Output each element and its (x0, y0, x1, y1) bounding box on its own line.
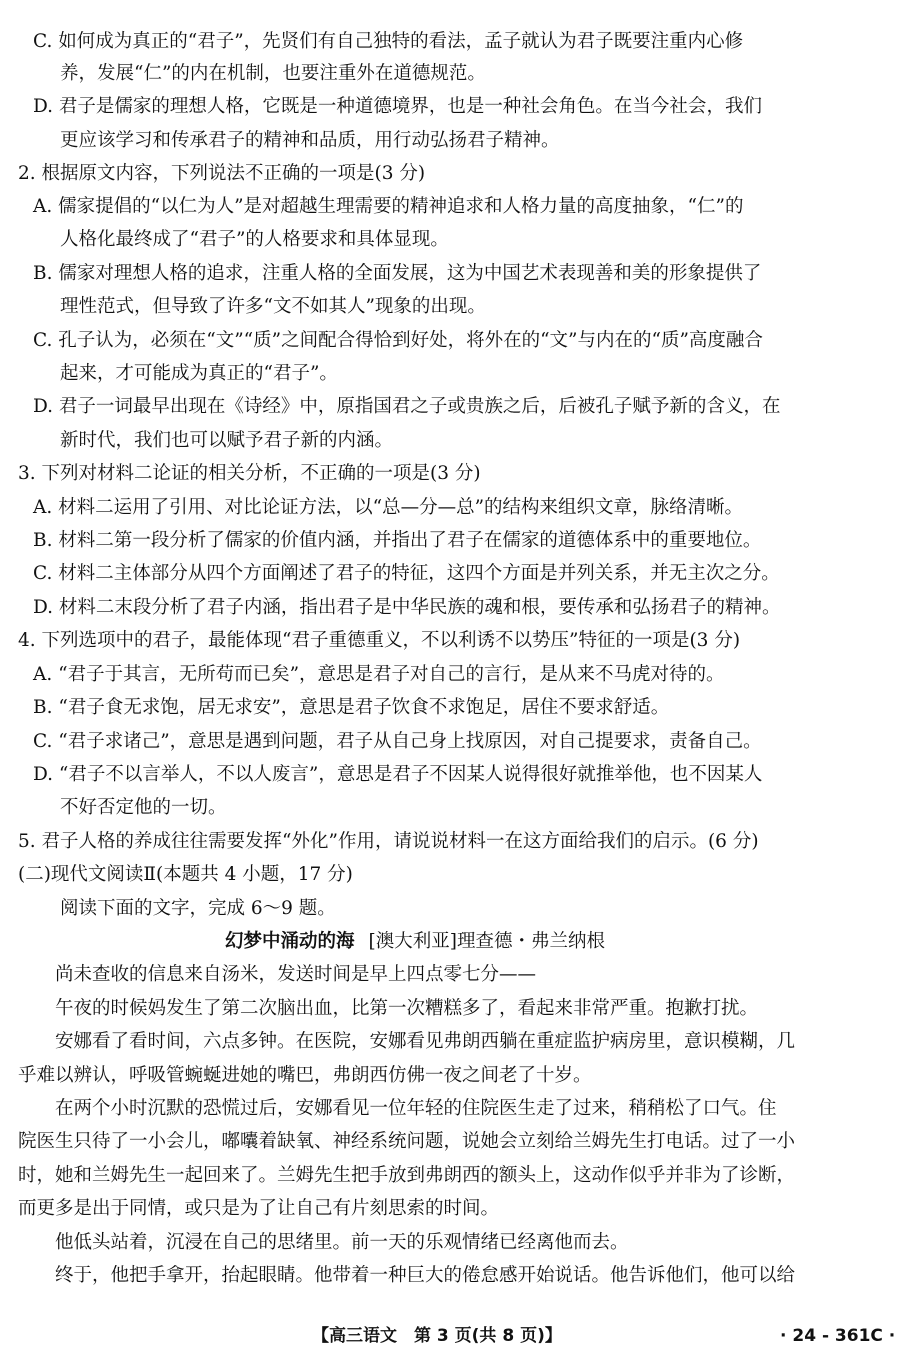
story-author: [澳大利亚]理查德・弗兰纳根 (368, 931, 605, 952)
question-5: 5. 君子人格的养成往往需要发挥“外化”作用，请说说材料一在这方面给我们的启示。(6 分) (18, 831, 759, 852)
story-paragraph: 安娜看了看时间，六点多钟。在医院，安娜看见弗朗西躺在重症监护病房里，意识模糊，几 (55, 1031, 796, 1052)
section-heading: (二)现代文阅读Ⅱ(本题共 4 小题，17 分) (18, 864, 353, 885)
story-paragraph: 午夜的时候妈发生了第二次脑出血，比第一次糟糕多了，看起来非常严重。抱歉打扰。 (55, 998, 759, 1019)
q2-option-d-line2: 新时代，我们也可以赋予君子新的内涵。 (60, 430, 394, 451)
q3-option-b: B. 材料二第一段分析了儒家的价值内涵，并指出了君子在儒家的道德体系中的重要地位。 (33, 530, 762, 551)
q1-option-d-line1: D. 君子是儒家的理想人格，它既是一种道德境界，也是一种社会角色。在当今社会，我们 (33, 96, 762, 117)
story-title: 幻梦中涌动的海 (225, 931, 355, 952)
story-paragraph-cont: 院医生只待了一小会儿，嘟囔着缺氧、神经系统问题，说她会立刻给兰姆先生打电话。过了一小 (18, 1131, 796, 1152)
story-paragraph-cont: 而更多是出于同情，或只是为了让自己有片刻思索的时间。 (18, 1198, 500, 1219)
story-paragraph: 终于，他把手拿开，抬起眼睛。他带着一种巨大的倦怠感开始说话。他告诉他们，他可以给 (55, 1265, 796, 1286)
q4-option-d-line1: D. “君子不以言举人，不以人废言”，意思是君子不因某人说得很好就推举他，也不因某人 (33, 764, 763, 785)
q2-option-a-line1: A. 儒家提倡的“以仁为人”是对超越生理需要的精神追求和人格力量的高度抽象，“仁”的 (33, 196, 744, 217)
q2-option-b-line2: 理性范式，但导致了许多“文不如其人”现象的出现。 (60, 296, 486, 317)
story-paragraph-cont: 时，她和兰姆先生一起回来了。兰姆先生把手放到弗朗西的额头上，这动作似乎并非为了诊断， (18, 1165, 796, 1186)
q1-option-c-line2: 养，发展“仁”的内在机制，也要注重外在道德规范。 (60, 63, 486, 84)
story-paragraph: 在两个小时沉默的恐慌过后，安娜看见一位年轻的住院医生走了过来，稍稍松了口气。住 (55, 1098, 777, 1119)
page-footer (0, 1322, 900, 1350)
q2-option-d-line1: D. 君子一词最早出现在《诗经》中，原指国君之子或贵族之后，后被孔子赋予新的含义，在 (33, 396, 781, 417)
question-3: 3. 下列对材料二论证的相关分析，不正确的一项是(3 分) (18, 463, 481, 484)
story-paragraph: 尚未查收的信息来自汤米，发送时间是早上四点零七分—— (55, 964, 537, 985)
q2-option-c-line2: 起来，才可能成为真正的“君子”。 (60, 363, 338, 384)
q4-option-d-line2: 不好否定他的一切。 (60, 797, 227, 818)
story-paragraph: 他低头站着，沉浸在自己的思绪里。前一天的乐观情绪已经离他而去。 (55, 1232, 629, 1253)
q2-option-a-line2: 人格化最终成了“君子”的人格要求和具体显现。 (60, 229, 449, 250)
q2-option-c-line1: C. 孔子认为，必须在“文”“质”之间配合得恰到好处，将外在的“文”与内在的“质”高度融合 (33, 330, 763, 351)
q4-option-c: C. “君子求诸己”，意思是遇到问题，君子从自己身上找原因，对自己提要求，责备自己。 (33, 731, 762, 752)
question-2: 2. 根据原文内容，下列说法不正确的一项是(3 分) (18, 163, 426, 184)
page-number: 【高三语文 第 3 页(共 8 页)】 (312, 1326, 562, 1346)
question-4: 4. 下列选项中的君子，最能体现“君子重德重义，不以利诱不以势压”特征的一项是(3 分) (18, 630, 741, 651)
q3-option-d: D. 材料二末段分析了君子内涵，指出君子是中华民族的魂和根，要传承和弘扬君子的精神。 (33, 597, 781, 618)
story-title-line (225, 928, 900, 956)
q1-option-d-line2: 更应该学习和传承君子的精神和品质，用行动弘扬君子精神。 (60, 130, 560, 151)
q4-option-b: B. “君子食无求饱，居无求安”，意思是君子饮食不求饱足，居住不要求舒适。 (33, 697, 670, 718)
q3-option-c: C. 材料二主体部分从四个方面阐述了君子的特征，这四个方面是并列关系，并无主次之分。 (33, 563, 780, 584)
q1-option-c-line1: C. 如何成为真正的“君子”，先贤们有自己独特的看法，孟子就认为君子既要注重内心修 (33, 31, 744, 52)
exam-code: · 24 - 361C · (780, 1326, 896, 1346)
reading-instruction: 阅读下面的文字，完成 6～9 题。 (60, 898, 336, 919)
q2-option-b-line1: B. 儒家对理想人格的追求，注重人格的全面发展，这为中国艺术表现善和美的形象提供了 (33, 263, 762, 284)
q4-option-a: A. “君子于其言，无所苟而已矣”，意思是君子对自己的言行，是从来不马虎对待的。 (33, 664, 725, 685)
q3-option-a: A. 材料二运用了引用、对比论证方法，以“总—分—总”的结构来组织文章，脉络清晰。 (33, 497, 744, 518)
story-paragraph-cont: 乎难以辨认，呼吸管蜿蜒进她的嘴巴，弗朗西仿佛一夜之间老了十岁。 (18, 1065, 592, 1086)
